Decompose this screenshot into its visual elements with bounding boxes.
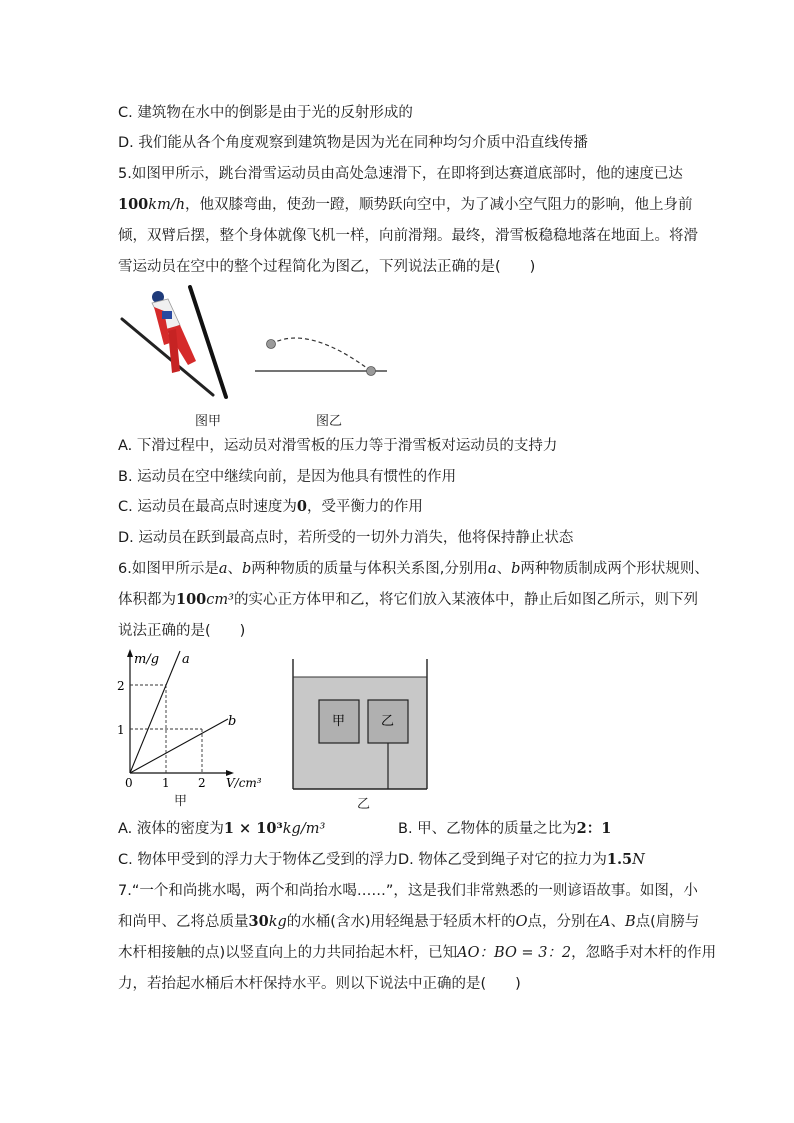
q6-l1-end: 两种物质制成两个形状规则、: [520, 561, 709, 577]
q6-sep-2: 、: [496, 561, 512, 577]
q6-option-a: [118, 819, 325, 839]
q5-stem-line1: 5.如图甲所示，跳台滑雪运动员由高处急速滑下，在即将到达赛道底部时，他的速度已达: [118, 166, 683, 182]
q7-stem-line3: [118, 943, 716, 963]
graph-caption: 甲: [174, 794, 188, 809]
q7-l2-mid: 的水桶(含水)用轻绳悬于轻质木杆的: [286, 914, 516, 930]
q6-stem-line3: 说法正确的是( ): [118, 623, 246, 639]
q5-stem-line4: 雪运动员在空中的整个过程简化为图乙，下列说法正确的是( ): [118, 259, 536, 275]
y-tick-1: 1: [117, 723, 125, 737]
line-a-label: a: [182, 652, 190, 667]
q7-l3-pre: 木杆相接触的点)以竖直向上的力共同抬起木杆，已知: [118, 945, 458, 961]
q6-option-c: C. 物体甲受到的浮力大于物体乙受到的浮力: [118, 852, 399, 868]
q5-c-text: C. 运动员在最高点时速度为: [118, 499, 297, 515]
q5-c-text-end: ，受平衡力的作用: [306, 499, 423, 515]
q6-option-b: [398, 819, 611, 839]
line-b-label: b: [228, 714, 237, 729]
x-axis-label: V/cm³: [226, 776, 262, 790]
speed-unit: km/h: [148, 197, 186, 213]
q6-stem-line2: [118, 590, 698, 610]
q7-l2-pre: 和尚甲、乙将总质量: [118, 914, 249, 930]
x-tick-1: 1: [162, 776, 170, 790]
q6-a-text: A. 液体的密度为: [118, 821, 224, 837]
block-jia-label: 甲: [332, 714, 346, 729]
point-o: O: [515, 914, 528, 930]
q6-l1-pre: 6.如图甲所示是: [118, 561, 219, 577]
q7-stem-line1: 7.“一个和尚挑水喝，两个和尚抬水喝……”，这是我们非常熟悉的一则谚语故事。如图，小: [118, 883, 698, 899]
origin-label: 0: [125, 776, 133, 790]
x-tick-2: 2: [198, 776, 206, 790]
var-b: b: [242, 561, 252, 577]
fig-jia-caption: 图甲: [195, 414, 222, 429]
q5-line2-text: ，他双膝弯曲，使劲一蹬，顺势跃向空中，为了减小空气阻力的影响，他上身前: [185, 197, 693, 213]
fig-yi-caption: 图乙: [316, 414, 343, 429]
q6-sep: 、: [227, 561, 242, 577]
q5-stem-line3: 倾，双臂后摆，整个身体就像飞机一样，向前滑翔。最终，滑雪板稳稳地落在地面上。将滑: [118, 228, 698, 244]
q6-option-d: [398, 850, 645, 870]
q6-d-text: D. 物体乙受到绳子对它的拉力为: [398, 852, 607, 868]
var-a: a: [218, 561, 228, 577]
var-a-2: a: [487, 561, 497, 577]
q7-stem-line2: [118, 912, 699, 932]
q6-l2-rest: 的实心正方体甲和乙，将它们放入某液体中，静止后如图乙所示，则下列: [233, 592, 698, 608]
y-tick-2: 2: [117, 679, 125, 693]
mass-ratio: 2：1: [576, 820, 612, 837]
point-b: B: [624, 914, 636, 930]
q7-stem-line4: 力，若抬起水桶后木杆保持水平。则以下说法中正确的是( ): [118, 976, 521, 992]
ratio-ao-bo: AO：BO = 3：2: [457, 945, 572, 961]
q5-option-c: [118, 497, 423, 517]
liquid-tank-figure: [288, 657, 433, 792]
point-a: A: [599, 914, 611, 930]
q6-l2-pre: 体积都为: [118, 592, 176, 608]
q4-option-d: D. 我们能从各个角度观察到建筑物是因为光在同种均匀介质中沿直线传播: [118, 135, 588, 151]
tank-caption: 乙: [357, 797, 371, 812]
density-unit: kg/m³: [282, 821, 326, 837]
mass-volume-graph: [112, 645, 272, 795]
tension-unit: N: [632, 852, 645, 868]
speed-value: 100: [118, 196, 149, 213]
q4-option-c: C. 建筑物在水中的倒影是由于光的反射形成的: [118, 105, 413, 121]
q5-stem-line2: [118, 195, 693, 215]
y-axis-label: m/g: [134, 652, 160, 667]
q6-b-text: B. 甲、乙物体的质量之比为: [398, 821, 577, 837]
q5-option-a: A. 下滑过程中，运动员对滑雪板的压力等于滑雪板对运动员的支持力: [118, 438, 558, 454]
trajectory-figure: [250, 330, 390, 380]
q7-l3-post: ，忽略手对木杆的作用: [571, 945, 717, 961]
q7-sep: 、: [610, 914, 625, 930]
q7-l2-end: 点(肩膀与: [635, 914, 700, 930]
tension-value: 1.5: [606, 851, 633, 868]
density-value: 1 × 10³: [223, 820, 283, 837]
q5-c-value: 0: [296, 498, 307, 515]
q5-option-b: B. 运动员在空中继续向前，是因为他具有惯性的作用: [118, 469, 457, 485]
q5-option-d: D. 运动员在跃到最高点时，若所受的一切外力消失，他将保持静止状态: [118, 530, 574, 546]
q6-stem-line1: [118, 559, 709, 579]
volume-value: 100: [176, 591, 207, 608]
bucket-mass: 30: [248, 913, 269, 930]
ski-jumper-figure: [118, 285, 238, 400]
block-yi-label: 乙: [381, 714, 395, 729]
volume-unit: cm³: [206, 592, 234, 608]
q6-l1-mid: 两种物质的质量与体积关系图,分别用: [251, 561, 488, 577]
q7-l2-mid2: 点，分别在: [527, 914, 600, 930]
mass-unit: kg: [268, 914, 287, 930]
var-b-2: b: [511, 561, 521, 577]
